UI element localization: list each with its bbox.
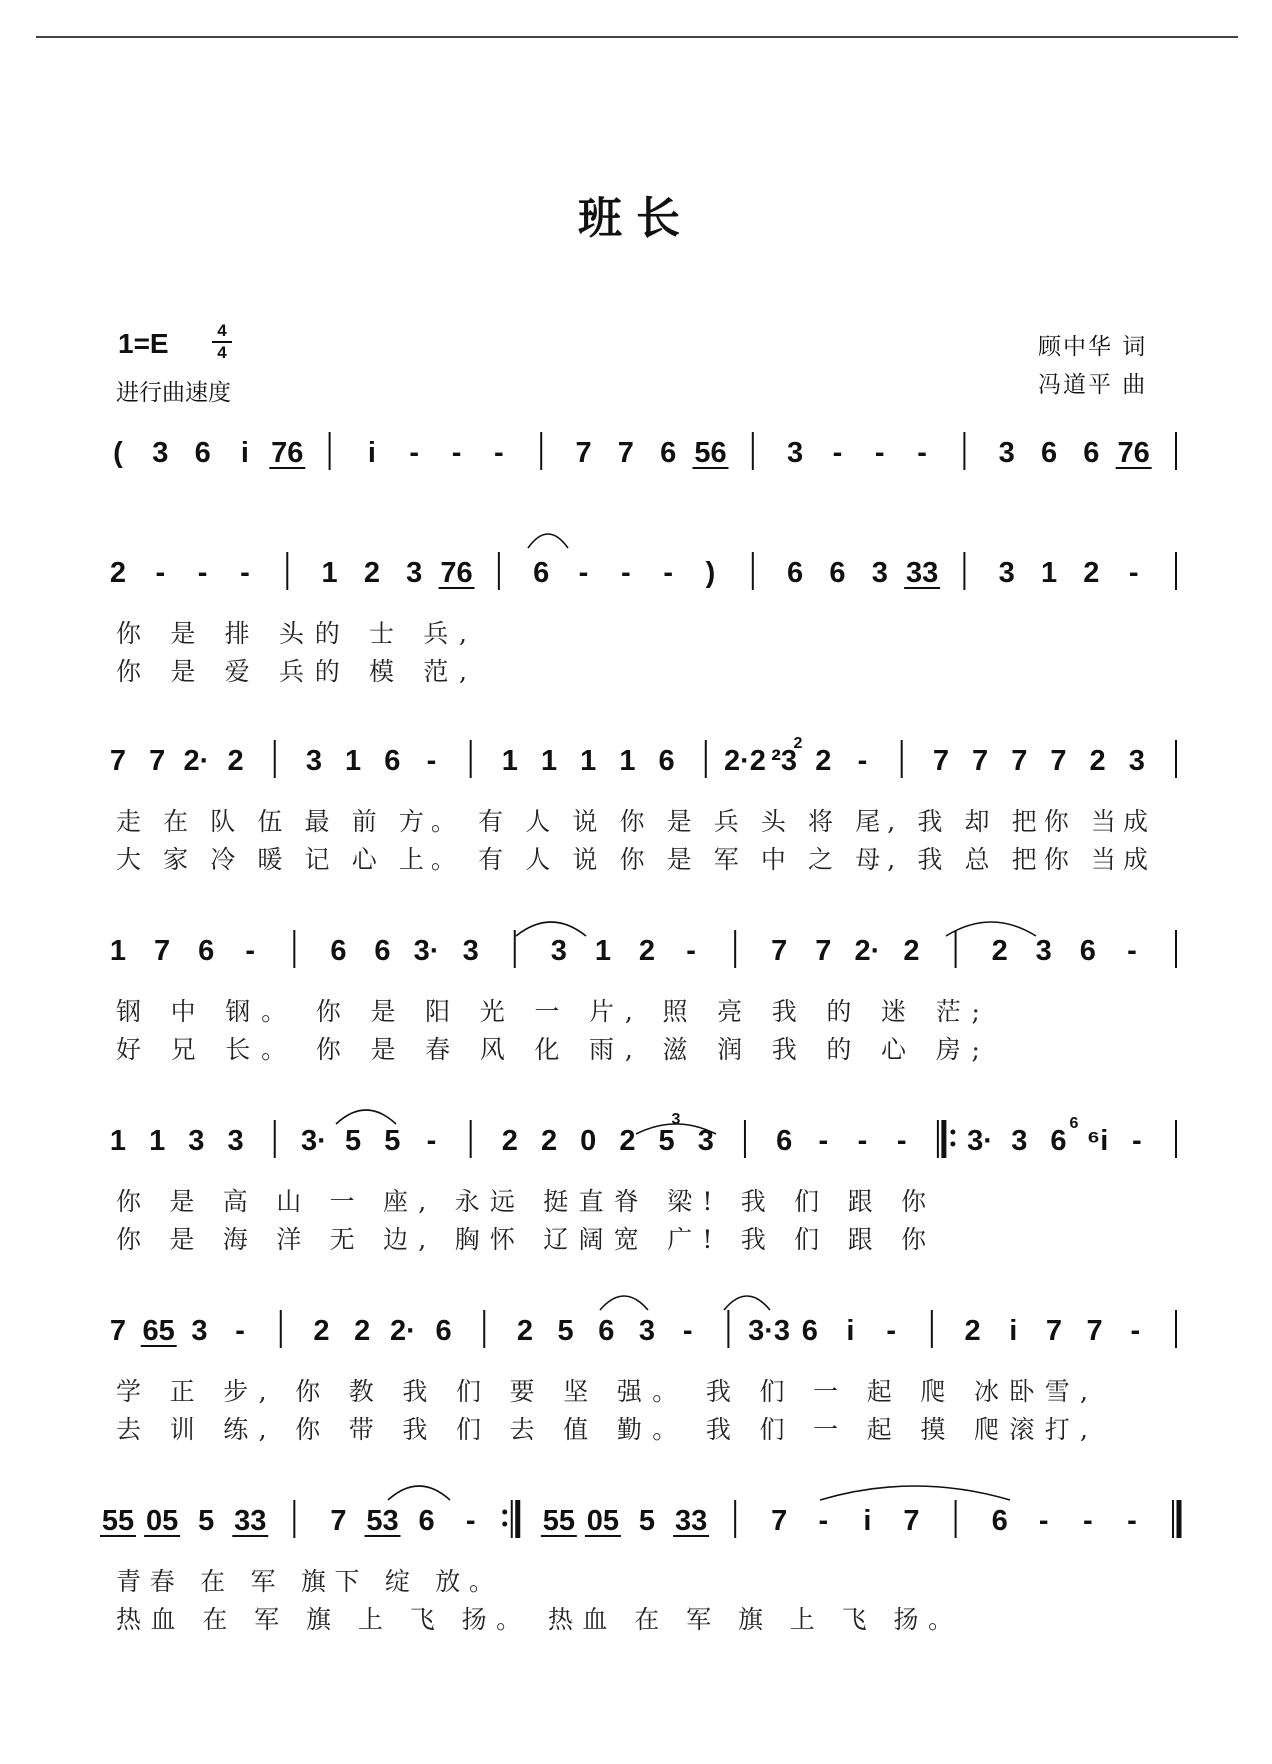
jianpu-note: 7 — [771, 1505, 788, 1537]
jianpu-note: 05 — [145, 1505, 179, 1537]
jianpu-note: 6 — [198, 935, 215, 967]
song-title: 班长 — [578, 193, 694, 244]
jianpu-note: - — [832, 437, 843, 469]
jianpu-note: - — [1127, 935, 1137, 967]
jianpu-note: 2· — [854, 935, 881, 967]
jianpu-note: - — [235, 1315, 245, 1347]
jianpu-note: - — [818, 1505, 829, 1537]
lyric-verse-1: 钢 中 钢。 你 是 阳 光 一 片, 照 亮 我 的 迷 茫; — [116, 997, 980, 1026]
jianpu-note: 6 — [1050, 1125, 1067, 1157]
jianpu-note: 2· — [389, 1315, 416, 1347]
jianpu-note: 7 — [1086, 1315, 1103, 1347]
jianpu-note: i — [367, 437, 376, 469]
jianpu-note: 7 — [1045, 1315, 1062, 1347]
jianpu-note: 5 — [345, 1125, 362, 1157]
jianpu-note: - — [686, 935, 696, 967]
jianpu-note: 7 — [1050, 745, 1067, 777]
jianpu-note: 7 — [972, 745, 989, 777]
jianpu-note: 2 — [363, 557, 380, 589]
repeat-dot — [950, 1142, 955, 1147]
jianpu-note: 6 — [787, 557, 804, 589]
jianpu-note: - — [874, 437, 885, 469]
slur — [724, 1296, 770, 1310]
jianpu-note: 1 — [109, 1125, 127, 1157]
jianpu-note: 3 — [998, 557, 1015, 589]
score-ornaments — [672, 735, 1079, 1132]
jianpu-note: 3 — [406, 557, 423, 589]
jianpu-note: 76 — [271, 437, 304, 469]
jianpu-note: 2 — [501, 1125, 518, 1157]
grace-note-2: 2 — [793, 735, 803, 752]
jianpu-note: 2· — [183, 745, 210, 777]
jianpu-note: 2 — [991, 935, 1008, 967]
lyric-verse-1: 你 是 排 头的 士 兵, — [116, 619, 467, 648]
jianpu-note: - — [155, 557, 166, 589]
jianpu-note: 53 — [366, 1505, 399, 1537]
slur — [600, 1296, 648, 1310]
jianpu-note: 6 — [660, 437, 677, 469]
jianpu-note: 6 — [991, 1505, 1008, 1537]
lyric-verse-2: 你 是 海 洋 无 边, 胸怀 辽阔宽 广! 我 们 跟 你 — [116, 1225, 926, 1254]
jianpu-note: 33 — [905, 557, 939, 589]
jianpu-note: 2 — [1083, 557, 1100, 589]
jianpu-note: - — [426, 745, 437, 777]
jianpu-note: 5 — [384, 1125, 401, 1157]
jianpu-note: - — [1127, 1505, 1137, 1537]
jianpu-note: 2 — [540, 1125, 558, 1157]
lyric-verse-2: 好 兄 长。 你 是 春 风 化 雨, 滋 润 我 的 心 房; — [116, 1035, 980, 1064]
jianpu-note: - — [886, 1315, 896, 1347]
jianpu-note: - — [857, 1125, 868, 1157]
jianpu-note: 7 — [771, 935, 788, 967]
time-signature-bottom: 4 — [217, 343, 227, 362]
jianpu-note: - — [663, 557, 673, 589]
jianpu-note: i — [1009, 1315, 1018, 1347]
slur — [528, 534, 568, 548]
lyric-verse-2: 你 是 爱 兵的 模 范, — [116, 657, 467, 686]
jianpu-note: 33 — [234, 1505, 267, 1537]
jianpu-note: 1 — [540, 745, 558, 777]
key-signature: 1=E — [118, 328, 169, 359]
jianpu-note: - — [451, 437, 462, 469]
jianpu-note: 76 — [440, 557, 473, 589]
repeat-dot — [502, 1522, 507, 1527]
lyric-verse-2: 去 训 练, 你 带 我 们 去 值 勤。 我 们 一 起 摸 爬滚打, — [116, 1415, 1088, 1444]
jianpu-note: 2 — [619, 1125, 636, 1157]
lyric-verse-1: 走 在 队 伍 最 前 方。 有 人 说 你 是 兵 头 将 尾, 我 却 把你 当成 — [116, 807, 1148, 836]
jianpu-note: 7 — [154, 935, 171, 967]
jianpu-note: 3 — [697, 1125, 714, 1157]
jianpu-note: - — [409, 437, 420, 469]
jianpu-note: 6 — [598, 1315, 615, 1347]
jianpu-note: 6 — [1040, 437, 1058, 469]
jianpu-note: 2 — [109, 557, 127, 589]
jianpu-note: 05 — [586, 1505, 620, 1537]
jianpu-note: i — [240, 437, 249, 469]
jianpu-note: 6 — [1079, 935, 1096, 967]
jianpu-note: 3 — [462, 935, 479, 967]
jianpu-note: 3 — [305, 745, 322, 777]
jianpu-note: 7 — [617, 437, 634, 469]
lyric-verse-1: 学 正 步, 你 教 我 们 要 坚 强。 我 们 一 起 爬 冰卧雪, — [116, 1377, 1088, 1406]
jianpu-note: 3 — [227, 1125, 244, 1157]
jianpu-note: 7 — [109, 745, 127, 777]
jianpu-note: - — [1082, 1505, 1093, 1537]
jianpu-note: - — [818, 1125, 829, 1157]
jianpu-note: 6 — [374, 935, 391, 967]
jianpu-note: 3 — [1011, 1125, 1028, 1157]
tempo-marking: 进行曲速度 — [116, 380, 231, 406]
jianpu-note: ) — [705, 557, 716, 589]
lyricist-credit: 顾中华 词 — [1038, 334, 1148, 360]
jianpu-note: - — [1131, 1125, 1142, 1157]
jianpu-note: 3· — [413, 935, 440, 967]
jianpu-note: 6 — [384, 745, 401, 777]
jianpu-note: 76 — [1117, 437, 1150, 469]
jianpu-note: 5 — [557, 1315, 574, 1347]
jianpu-note: 1 — [345, 745, 362, 777]
slur — [820, 1486, 1010, 1500]
jianpu-note: i — [863, 1505, 872, 1537]
slur — [336, 1110, 396, 1124]
jianpu-note: 5 — [198, 1505, 215, 1537]
jianpu-note: 3 — [188, 1125, 205, 1157]
jianpu-note: 3 — [191, 1315, 208, 1347]
jianpu-note: - — [682, 1315, 693, 1347]
jianpu-note: 5 — [658, 1125, 675, 1157]
jianpu-note: 3 — [152, 437, 169, 469]
time-signature-top: 4 — [217, 321, 227, 340]
jianpu-note: 33 — [674, 1505, 708, 1537]
jianpu-note: 3· — [967, 1125, 993, 1157]
jianpu-note: - — [245, 935, 256, 967]
jianpu-note: 1 — [580, 745, 597, 777]
jianpu-note: - — [578, 557, 589, 589]
jianpu-note: 65 — [142, 1315, 175, 1347]
repeat-dot — [502, 1510, 507, 1515]
jianpu-note: 3 — [638, 1315, 656, 1347]
jianpu-note: - — [240, 557, 250, 589]
jianpu-note: 3 — [1128, 745, 1145, 777]
jianpu-note: 1 — [149, 1125, 166, 1157]
jianpu-note: 7 — [932, 745, 949, 777]
jianpu-note: 7 — [815, 935, 832, 967]
triplet-mark: 3 — [671, 1111, 681, 1128]
composer-credit: 冯道平 曲 — [1038, 372, 1148, 398]
jianpu-note: 2 — [964, 1315, 981, 1347]
lyric-verse-1: 青春 在 军 旗下 绽 放。 — [116, 1567, 494, 1596]
jianpu-note: - — [494, 437, 504, 469]
jianpu-note: 7 — [149, 745, 166, 777]
jianpu-note: 2 — [227, 745, 244, 777]
score-notes — [102, 437, 1150, 1537]
slur — [388, 1486, 450, 1500]
jianpu-note: 3 — [550, 935, 567, 967]
score-marks — [100, 432, 1179, 1538]
jianpu-note: 3·3 — [748, 1315, 791, 1347]
jianpu-note: 0 — [580, 1125, 597, 1157]
jianpu-note: - — [426, 1125, 437, 1157]
jianpu-note: 7 — [903, 1505, 920, 1537]
jianpu-note: 6 — [330, 935, 347, 967]
jianpu-note: 6 — [1083, 437, 1100, 469]
jianpu-note: 1 — [594, 935, 611, 967]
jianpu-note: 3 — [1035, 935, 1052, 967]
jianpu-note: 2 — [354, 1315, 371, 1347]
jianpu-note: 3 — [787, 437, 804, 469]
jianpu-note: - — [1130, 1315, 1141, 1347]
jianpu-note: - — [896, 1125, 907, 1157]
jianpu-note: - — [621, 557, 631, 589]
slur — [516, 922, 586, 936]
jianpu-note: 2 — [313, 1315, 330, 1347]
lyric-verse-2: 大 家 冷 暖 记 心 上。 有 人 说 你 是 军 中 之 母, 我 总 把你 当成 — [116, 845, 1148, 874]
jianpu-note: 2 — [815, 745, 832, 777]
jianpu-note: 55 — [542, 1505, 575, 1537]
jianpu-note: 7 — [109, 1315, 127, 1347]
jianpu-note: 6 — [435, 1315, 452, 1347]
jianpu-note: 6 — [658, 745, 675, 777]
jianpu-note: 3 — [998, 437, 1015, 469]
jianpu-note: 2 — [903, 935, 920, 967]
jianpu-note: 6 — [829, 557, 846, 589]
jianpu-note: 6 — [194, 437, 211, 469]
jianpu-note: - — [917, 437, 927, 469]
jianpu-note: 2 — [1089, 745, 1106, 777]
grace-note-6: 6 — [1069, 1115, 1079, 1132]
jianpu-note: 2·2 — [724, 745, 766, 777]
jianpu-note: ⁶i — [1086, 1125, 1109, 1157]
jianpu-note: - — [857, 745, 868, 777]
jianpu-note: 1 — [501, 745, 518, 777]
jianpu-note: 2 — [516, 1315, 533, 1347]
jianpu-note: ( — [113, 437, 123, 469]
jianpu-note: 56 — [694, 437, 727, 469]
jianpu-note: 3 — [871, 557, 888, 589]
jianpu-note: 6 — [776, 1125, 793, 1157]
jianpu-note: 1 — [109, 935, 127, 967]
jianpu-note: 3· — [301, 1125, 327, 1157]
jianpu-note: - — [1038, 1505, 1049, 1537]
jianpu-note: ²3 — [771, 745, 798, 777]
jianpu-note: 7 — [575, 437, 592, 469]
slur — [946, 922, 1036, 936]
jianpu-note: - — [1128, 557, 1139, 589]
jianpu-note: 5 — [638, 1505, 656, 1537]
jianpu-note: 6 — [533, 557, 550, 589]
jianpu-note: 1 — [619, 745, 636, 777]
lyric-verse-2: 热血 在 军 旗 上 飞 扬。 热血 在 军 旗 上 飞 扬。 — [116, 1605, 954, 1634]
repeat-dot — [950, 1130, 955, 1135]
jianpu-note: 55 — [101, 1505, 135, 1537]
jianpu-note: i — [846, 1315, 855, 1347]
jianpu-note: 2 — [638, 935, 656, 967]
jianpu-note: 7 — [330, 1505, 347, 1537]
jianpu-note: 1 — [1040, 557, 1058, 589]
jianpu-note: - — [197, 557, 208, 589]
jianpu-note: 6 — [418, 1505, 435, 1537]
jianpu-note: 1 — [321, 557, 338, 589]
jianpu-note: 6 — [801, 1315, 818, 1347]
lyric-verse-1: 你 是 高 山 一 座, 永远 挺直脊 梁! 我 们 跟 你 — [116, 1187, 926, 1216]
jianpu-note: 7 — [1011, 745, 1028, 777]
jianpu-note: - — [465, 1505, 476, 1537]
